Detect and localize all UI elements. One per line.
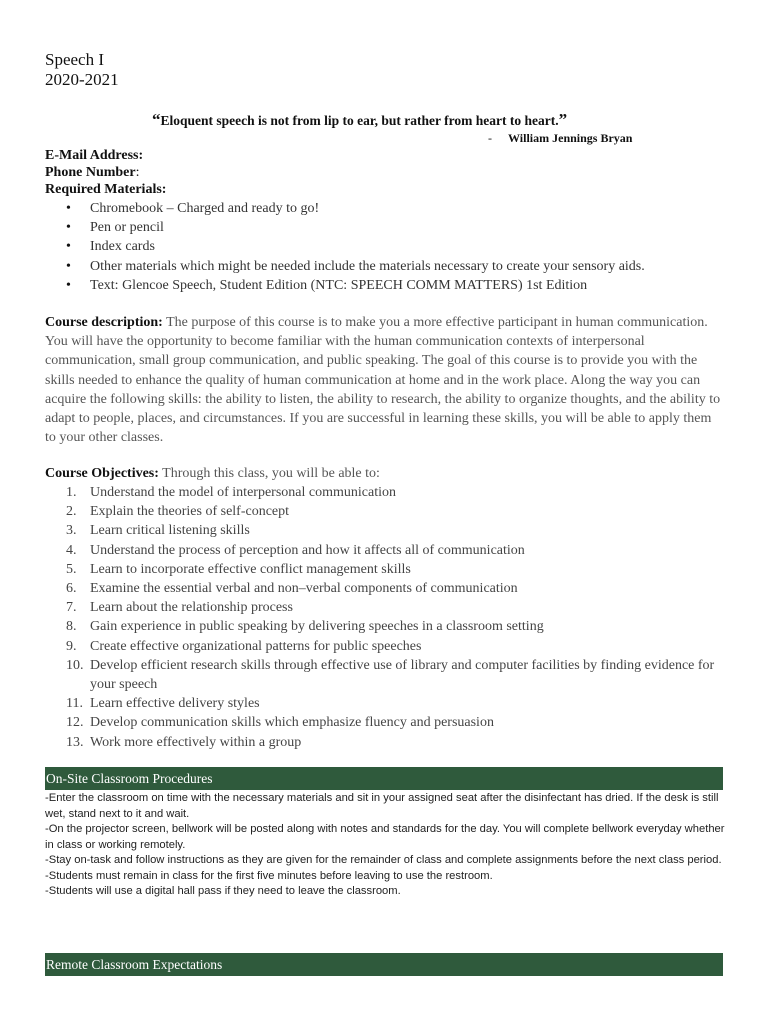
item-text: Gain experience in public speaking by delivering speeches in a classroom setting: [90, 619, 544, 635]
list-item: [45, 483, 725, 502]
item-text: Develop efficient research skills through effective use of library and computer facilities by finding evidence for your speech: [90, 657, 715, 693]
item-text: Work more effectively within a group: [90, 734, 302, 750]
list-item: [45, 560, 725, 579]
item-text: Create effective organizational patterns for public speeches: [90, 638, 422, 654]
course-objectives-text: Through this class, you will be able to:: [158, 466, 380, 481]
list-item: [45, 521, 725, 540]
onsite-procedures-heading: On-Site Classroom Procedures: [45, 767, 723, 790]
phone-number-colon: :: [135, 165, 140, 180]
item-text: Explain the theories of self-concept: [90, 504, 290, 520]
quote-text: Eloquent speech is not from lip to ear, but rather from heart to heart.: [160, 113, 559, 128]
course-description: [45, 313, 725, 447]
list-item: [45, 694, 725, 713]
item-number: 9.: [66, 638, 77, 654]
item-text: Develop communication skills which emphasize fluency and persuasion: [90, 715, 494, 731]
procedure-item: -Stay on-task and follow instructions as they are given for the remainder of class and complete assignments before the next class period.: [45, 854, 722, 866]
procedure-item: -Students must remain in class for the first five minutes before leaving to use the restroom.: [45, 869, 493, 882]
course-description-text: The purpose of this course is to make you a more effective participant in human communication. You will have the opportunity to become familiar with the human communication contexts of interpersonal communication, small group communication, and public speaking. The goal of this course is to provide you with the skills needed to enhance the quality of human communication at home and in the work place. Along the way you can acquire the following skills: the ability to listen, the ability to research, the ability to organize thoughts, and the ability to adapt to people, places, and circumstances. If you are successful in learning these skills, you will be able to apply them to your other classes.: [45, 315, 721, 446]
document-title: Speech I: [45, 50, 105, 69]
list-item: [45, 637, 725, 656]
item-text: Understand the model of interpersonal communication: [90, 485, 396, 500]
list-item: • Text: Glencoe Speech, Student Edition (NTC: SPEECH COMM MATTERS) 1st Edition: [45, 276, 725, 295]
list-item: [45, 656, 725, 694]
list-item: [45, 598, 725, 617]
quote: [152, 110, 567, 130]
list-item: [45, 733, 725, 752]
list-item: • Pen or pencil: [45, 218, 725, 237]
item-text: Understand the process of perception and how it affects all of communication: [90, 542, 525, 558]
item-text: Learn about the relationship process: [90, 600, 293, 616]
required-materials-label: Required Materials:: [45, 182, 167, 197]
list-item: • Chromebook – Charged and ready to go!: [45, 199, 725, 218]
item-number: 3.: [66, 523, 77, 539]
procedure-item: -On the projector screen, bellwork will be posted along with notes and standards for the day. You will complete bellwork everyday whether in class or working remotely.: [45, 823, 725, 851]
procedure-item: -Enter the classroom on time with the necessary materials and sit in your assigned seat after the disinfectant has dried. If the desk is still wet, stand next to it and wait.: [45, 792, 719, 820]
email-address-label: E-Mail Address:: [45, 148, 144, 163]
item-number: 4.: [66, 542, 77, 558]
quote-close-mark: ”: [558, 110, 568, 129]
item-text: Learn critical listening skills: [90, 523, 250, 539]
quote-open-mark: “: [152, 110, 161, 129]
objectives-list: [45, 483, 725, 752]
item-number: 1.: [66, 485, 77, 500]
procedure-item: -Students will use a digital hall pass if they need to leave the classroom.: [45, 885, 401, 897]
phone-number-label: Phone Number: [45, 165, 136, 180]
course-objectives-intro: [45, 464, 725, 483]
item-number: 7.: [66, 600, 77, 616]
item-number: 13.: [66, 734, 84, 750]
item-number: 8.: [66, 619, 77, 635]
quote-author: William Jennings Bryan: [508, 131, 633, 145]
phone-number-row: [45, 164, 140, 181]
remote-expectations-heading: Remote Classroom Expectations: [45, 953, 723, 976]
list-item: [45, 617, 725, 636]
item-number: 6.: [66, 581, 77, 597]
item-number: 10.: [66, 657, 84, 673]
list-item: [45, 541, 725, 560]
list-item: • Index cards: [45, 237, 725, 256]
materials-list: [45, 199, 725, 295]
list-item: [45, 713, 725, 732]
item-number: 5.: [66, 561, 77, 577]
item-text: Examine the essential verbal and non–verbal components of communication: [90, 581, 518, 597]
attribution-dash: -: [488, 131, 492, 145]
list-item: [45, 502, 725, 521]
list-item: • Other materials which might be needed include the materials necessary to create your sensory aids.: [45, 257, 725, 276]
item-text: Learn effective delivery styles: [90, 696, 260, 712]
list-item: [45, 579, 725, 598]
onsite-procedures-list: [45, 791, 725, 900]
item-number: 2.: [66, 504, 77, 520]
school-year: 2020-2021: [45, 70, 119, 89]
item-number: 12.: [66, 715, 84, 731]
quote-attribution: [488, 131, 632, 146]
item-number: 11.: [66, 696, 83, 712]
item-text: Learn to incorporate effective conflict management skills: [90, 561, 411, 577]
course-objectives-label: Course Objectives:: [45, 466, 159, 481]
course-description-label: Course description:: [45, 315, 163, 330]
